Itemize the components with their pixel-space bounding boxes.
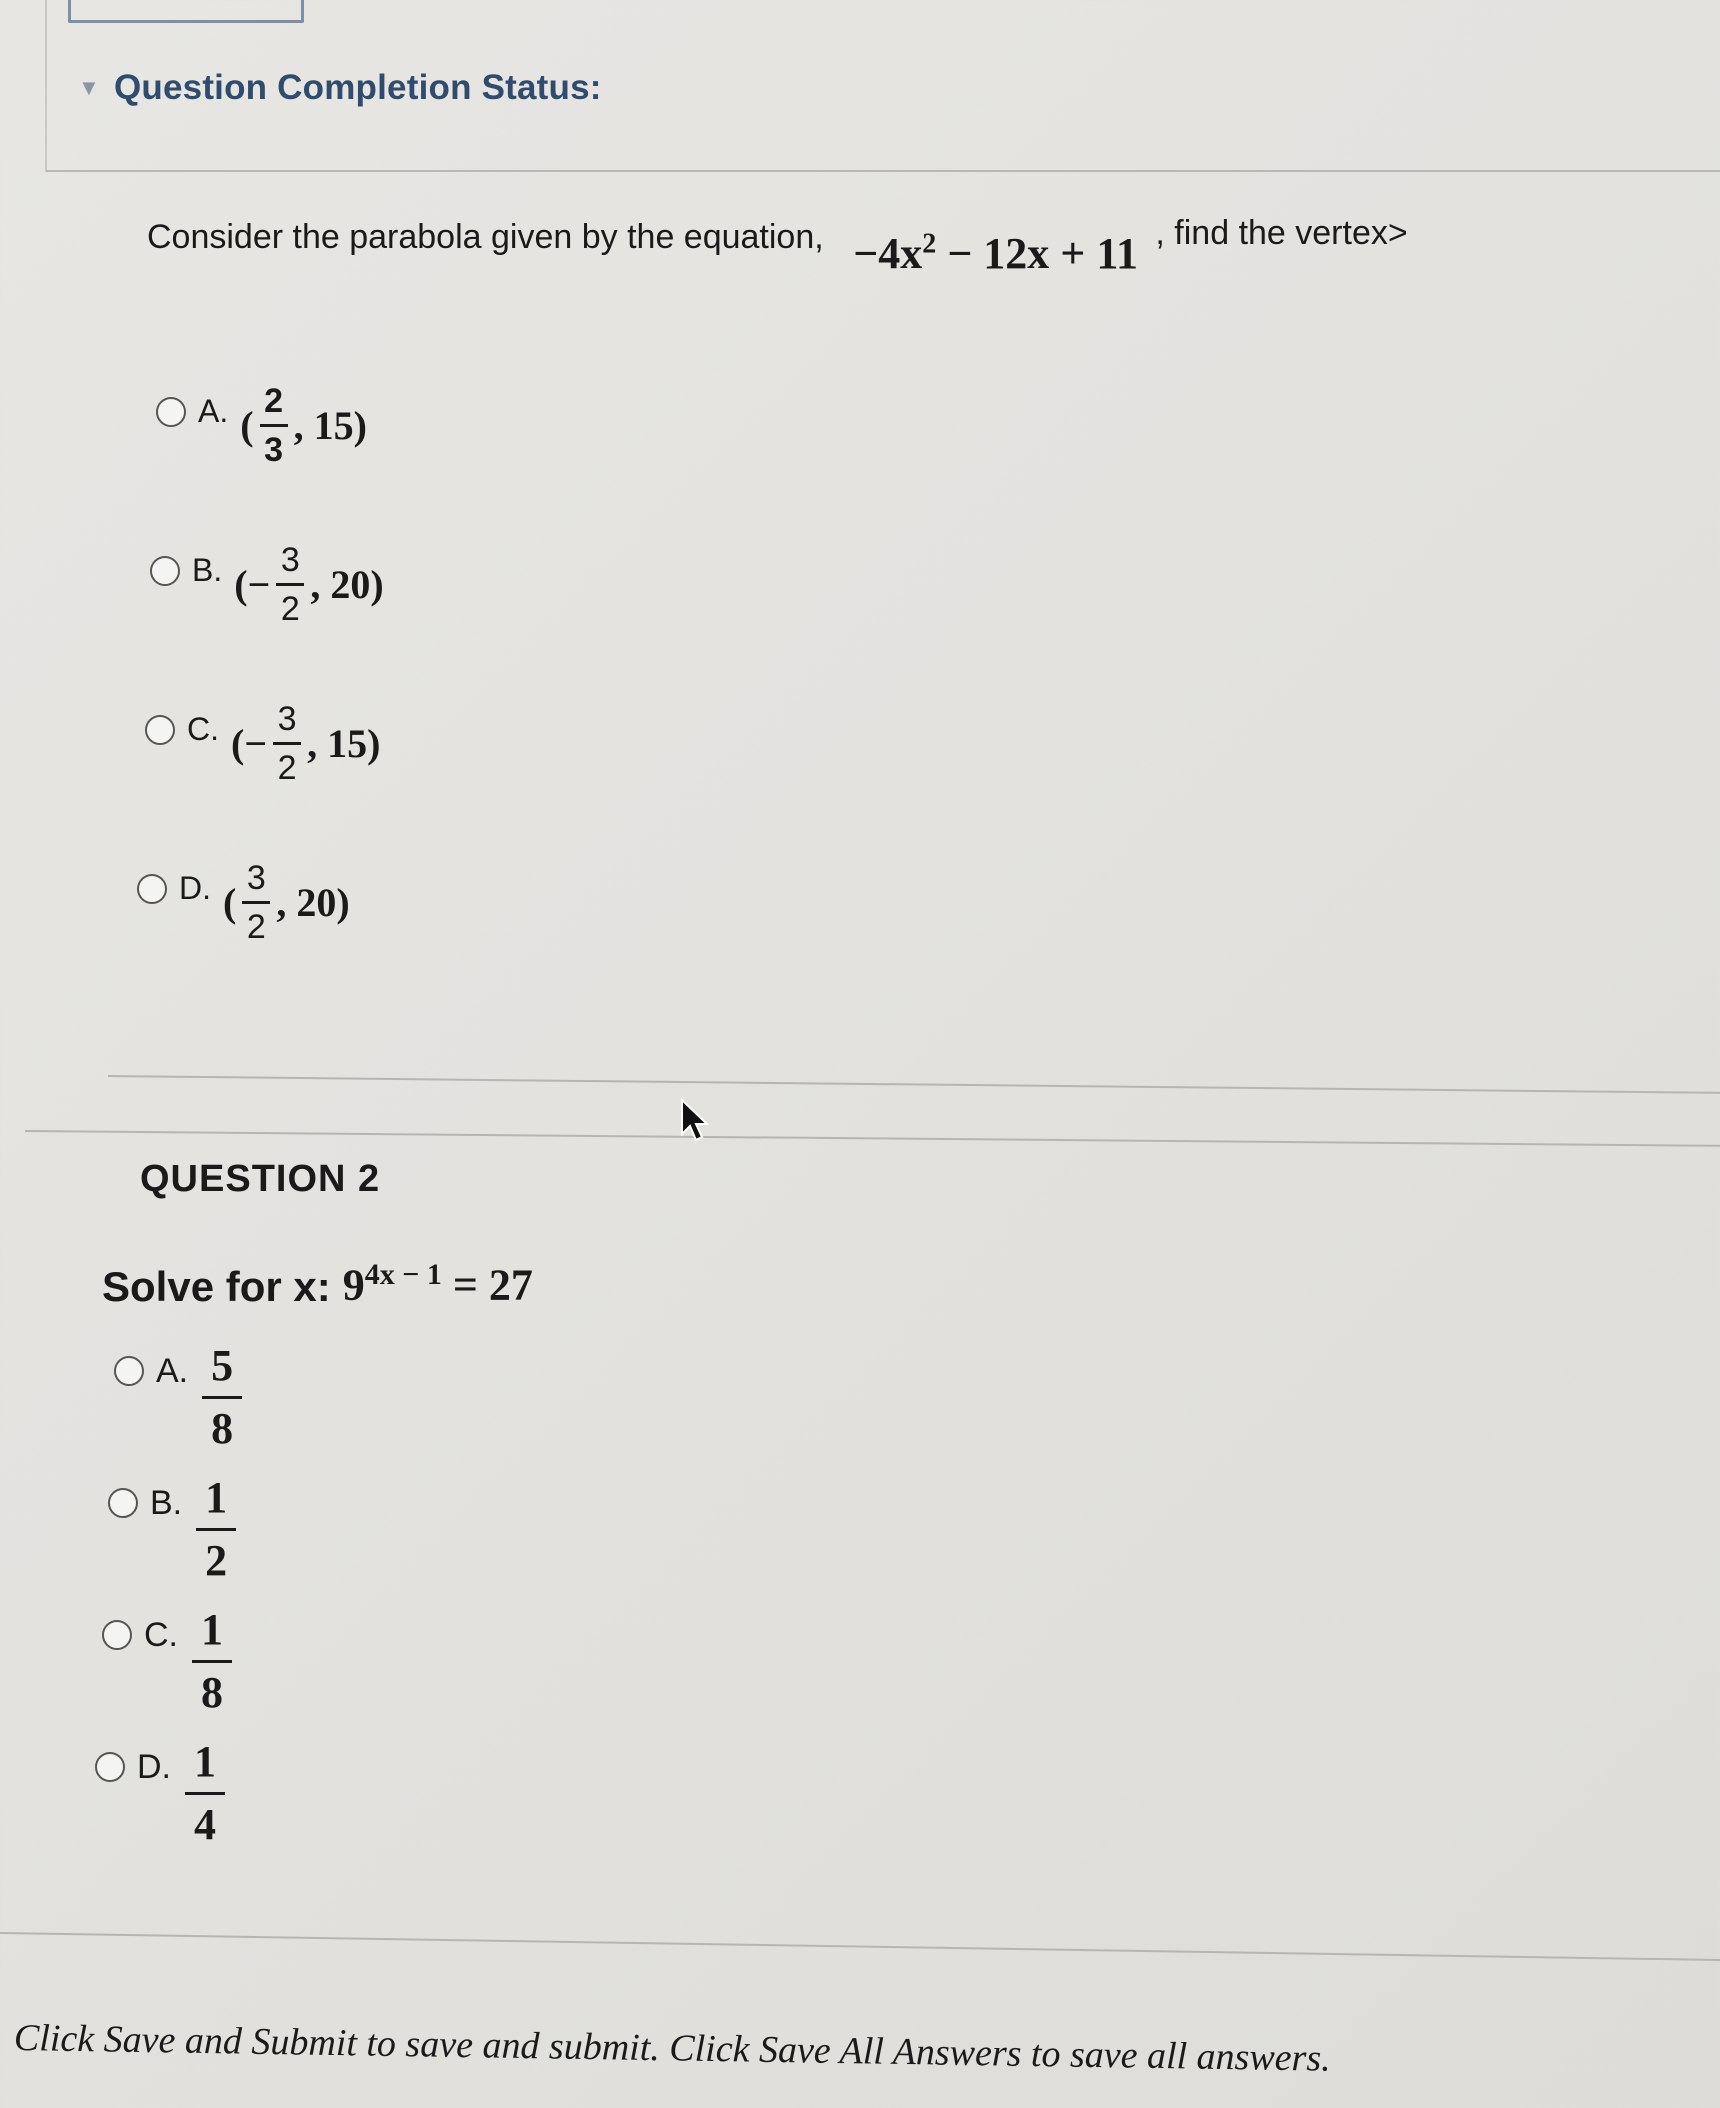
option-letter: D.: [179, 870, 211, 906]
numerator: 3: [246, 859, 266, 897]
option-value: [234, 537, 383, 632]
question-completion-status-toggle[interactable]: [78, 68, 602, 108]
mouse-pointer-icon: [680, 1098, 712, 1144]
option-letter: C.: [187, 711, 219, 747]
fraction: [185, 1732, 225, 1855]
footer-divider: [0, 1932, 1720, 1961]
q2-option-d[interactable]: [95, 1732, 231, 1855]
q1-option-d[interactable]: [137, 827, 350, 950]
radio-button[interactable]: [108, 1488, 138, 1518]
numerator: 1: [205, 1473, 228, 1522]
option-value: [231, 696, 380, 791]
q2-option-b[interactable]: [108, 1468, 242, 1591]
equation-lead: −4x: [853, 229, 923, 278]
fraction: [273, 696, 301, 791]
denominator: 2: [277, 749, 297, 787]
option-rest: , 20): [276, 880, 350, 925]
equation-rest: = 27: [441, 1260, 533, 1310]
denominator: 2: [280, 590, 300, 628]
q1-option-c[interactable]: [145, 668, 380, 791]
fraction: [202, 1336, 242, 1459]
question-divider: [108, 1075, 1720, 1094]
option-letter: A.: [198, 393, 229, 429]
equation-base: 9: [342, 1260, 365, 1310]
equation-exponent: 2: [922, 228, 937, 260]
fraction: [242, 855, 270, 950]
radio-button[interactable]: [145, 715, 175, 745]
q1-option-b[interactable]: [150, 509, 384, 632]
radio-button[interactable]: [114, 1356, 144, 1386]
denominator: 2: [205, 1536, 228, 1585]
option-letter: B.: [192, 552, 223, 588]
option-value: [240, 378, 367, 473]
question-1-text: Consider the parabola given by the equation,: [147, 218, 824, 256]
option-letter: D.: [137, 1748, 171, 1786]
denominator: 4: [194, 1800, 216, 1849]
q2-option-c[interactable]: [102, 1600, 238, 1723]
option-letter: A.: [156, 1352, 189, 1390]
option-rest: , 15): [307, 721, 381, 766]
fraction: [196, 1468, 236, 1591]
radio-button[interactable]: [156, 397, 186, 427]
question-2-equation: [343, 1258, 533, 1311]
denominator: 2: [246, 908, 266, 946]
option-rest: , 20): [310, 562, 384, 607]
question-2-text: Solve for x:: [102, 1262, 331, 1310]
open-paren: (: [234, 562, 248, 607]
open-paren: (: [223, 880, 237, 925]
numerator: 3: [280, 541, 300, 579]
fraction: [276, 537, 304, 632]
denominator: 8: [211, 1404, 234, 1453]
question-2-prompt: [102, 1258, 533, 1311]
minus-sign: −: [247, 562, 271, 607]
numerator: 5: [211, 1341, 234, 1390]
question-2-title: QUESTION 2: [140, 1158, 381, 1200]
q2-option-a[interactable]: [114, 1336, 248, 1459]
radio-button[interactable]: [150, 556, 180, 586]
radio-button[interactable]: [137, 874, 167, 904]
numerator: 3: [277, 700, 297, 738]
numerator: 2: [264, 382, 284, 420]
option-letter: B.: [150, 1484, 183, 1522]
open-paren: (: [231, 721, 245, 766]
question-1-prompt: [147, 214, 1408, 279]
numerator: 1: [194, 1737, 216, 1786]
option-rest: , 15): [293, 403, 367, 448]
status-header-label: Question Completion Status:: [113, 68, 602, 107]
minus-sign: −: [244, 721, 268, 766]
question-1-suffix: , find the vertex>: [1155, 214, 1408, 252]
option-value: [223, 855, 350, 950]
chevron-down-icon: ▼: [78, 75, 100, 100]
radio-button[interactable]: [95, 1752, 125, 1782]
question-1-equation: [853, 228, 1138, 279]
numerator: 1: [201, 1605, 223, 1654]
fraction: [192, 1600, 232, 1723]
option-letter: C.: [144, 1616, 178, 1654]
fraction: [260, 378, 288, 473]
equation-exponent: 4x − 1: [364, 1258, 442, 1291]
radio-button[interactable]: [102, 1620, 132, 1650]
q1-option-a[interactable]: [156, 350, 367, 473]
denominator: 8: [201, 1668, 223, 1717]
submit-instructions: Click Save and Submit to save and submit. Click Save All Answers to save all answers.: [13, 2017, 1332, 2080]
equation-rest: − 12x + 11: [936, 229, 1138, 278]
denominator: 3: [264, 431, 284, 469]
open-paren: (: [240, 403, 254, 448]
section-divider: [25, 1130, 1720, 1147]
